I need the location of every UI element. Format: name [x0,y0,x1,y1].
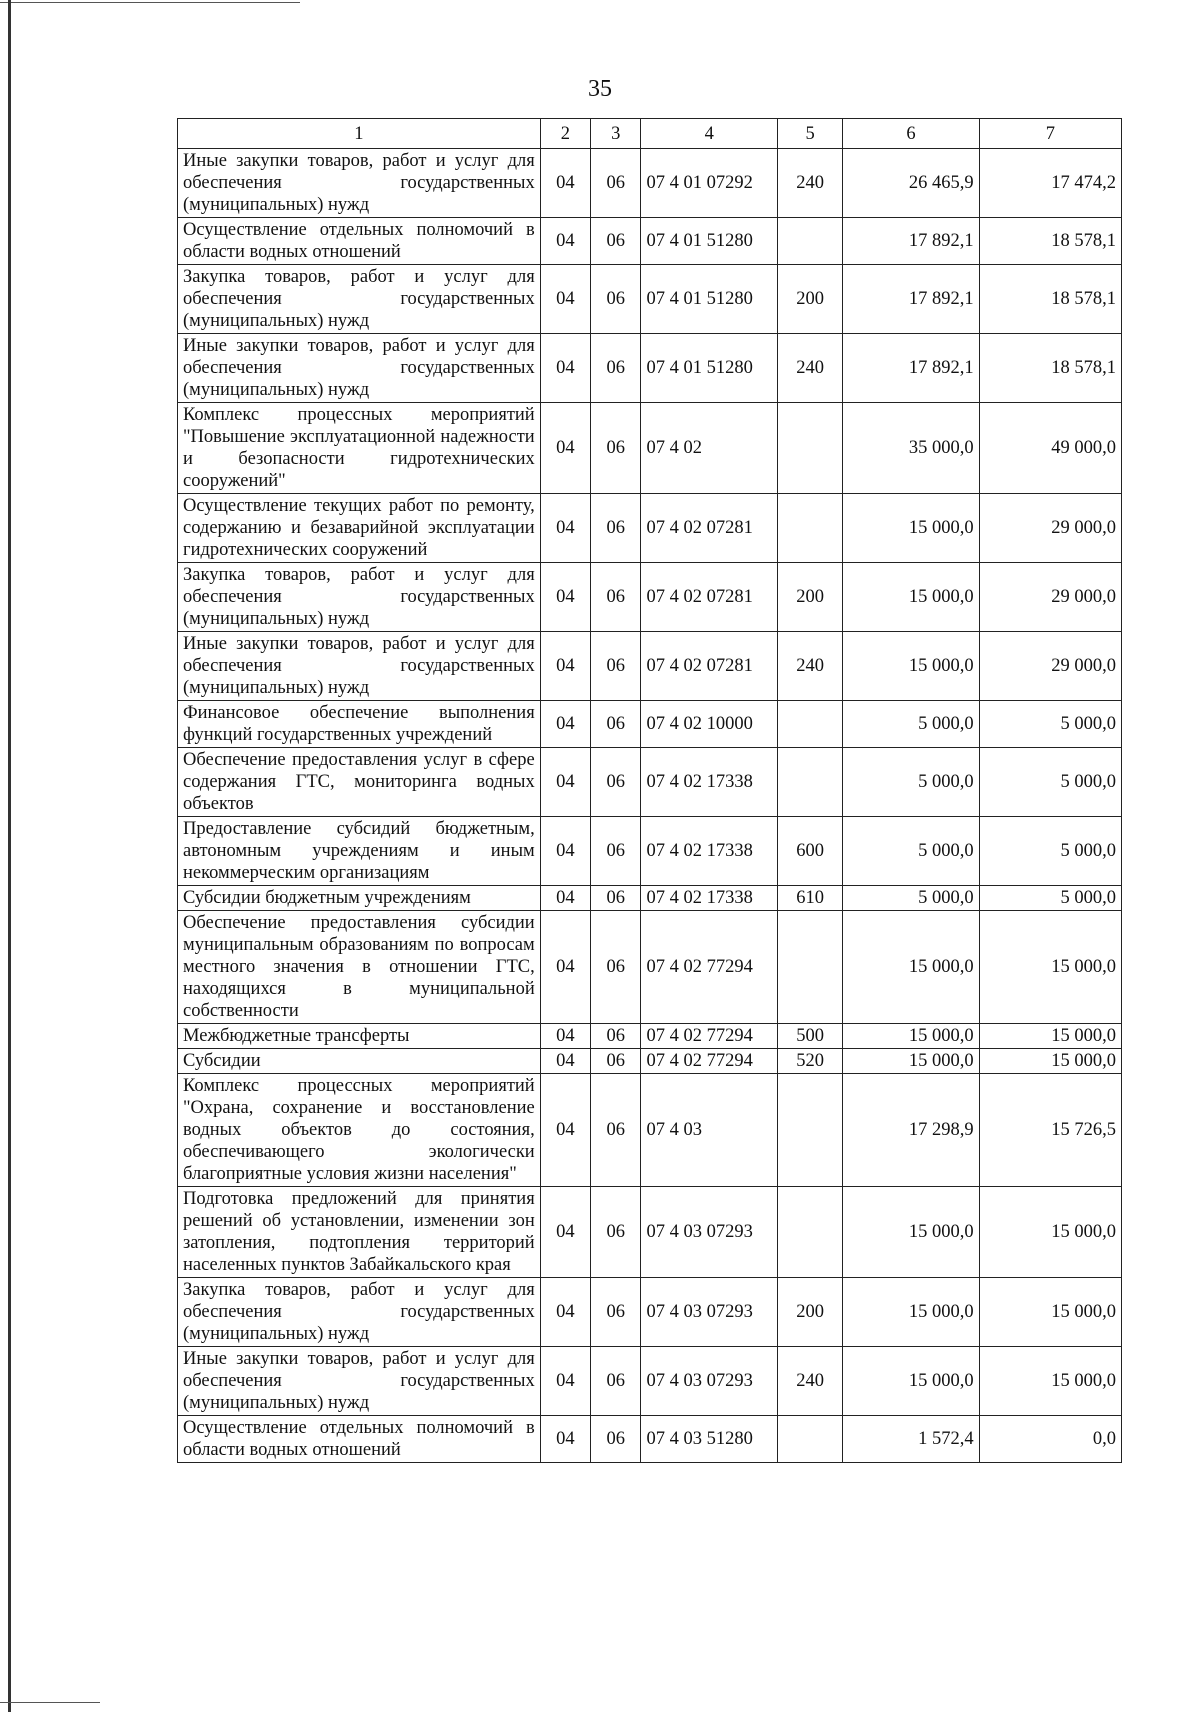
row-amount-year2-cell: 15 000,0 [979,1278,1121,1347]
row-section-cell: 04 [540,1049,590,1074]
row-amount-year2-cell: 5 000,0 [979,701,1121,748]
row-section-cell: 04 [540,701,590,748]
scan-edge-left [8,0,11,1712]
row-expense-type-cell: 240 [778,632,843,701]
row-amount-year1-cell: 15 000,0 [843,911,979,1024]
row-name-cell: Иные закупки товаров, работ и услуг для обеспечения государственных (муниципальных) нужд [178,149,541,218]
row-amount-year1-cell: 15 000,0 [843,1187,979,1278]
row-section-cell: 04 [540,334,590,403]
row-name-cell: Иные закупки товаров, работ и услуг для обеспечения государственных (муниципальных) нужд [178,334,541,403]
row-target-code-cell: 07 4 03 51280 [641,1416,778,1463]
row-amount-year1-cell: 5 000,0 [843,886,979,911]
row-section-cell: 04 [540,218,590,265]
row-amount-year2-cell: 5 000,0 [979,817,1121,886]
row-target-code-cell: 07 4 01 51280 [641,218,778,265]
row-subsection-cell: 06 [591,1024,641,1049]
table-row [178,1024,1122,1049]
row-amount-year1-cell: 17 892,1 [843,265,979,334]
table-header-row [178,119,1122,149]
row-name-cell: Закупка товаров, работ и услуг для обеспечения государственных (муниципальных) нужд [178,563,541,632]
row-subsection-cell: 06 [591,911,641,1024]
table-row [178,149,1122,218]
row-name-cell: Субсидии [178,1049,541,1074]
row-amount-year2-cell: 29 000,0 [979,632,1121,701]
header-col-7: 7 [979,119,1121,149]
row-name-cell: Закупка товаров, работ и услуг для обеспечения государственных (муниципальных) нужд [178,1278,541,1347]
table-row [178,494,1122,563]
table-row [178,218,1122,265]
row-expense-type-cell [778,911,843,1024]
row-amount-year2-cell: 0,0 [979,1416,1121,1463]
row-amount-year1-cell: 35 000,0 [843,403,979,494]
table-row [178,886,1122,911]
row-name-cell: Предоставление субсидий бюджетным, автономным учреждениям и иным некоммерческим организациям [178,817,541,886]
row-target-code-cell: 07 4 03 07293 [641,1187,778,1278]
table-row [178,334,1122,403]
row-name-cell: Иные закупки товаров, работ и услуг для обеспечения государственных (муниципальных) нужд [178,1347,541,1416]
row-amount-year1-cell: 17 892,1 [843,334,979,403]
row-subsection-cell: 06 [591,1049,641,1074]
row-amount-year1-cell: 15 000,0 [843,632,979,701]
row-amount-year2-cell: 15 726,5 [979,1074,1121,1187]
row-expense-type-cell [778,403,843,494]
row-amount-year2-cell: 15 000,0 [979,1049,1121,1074]
row-target-code-cell: 07 4 02 [641,403,778,494]
row-expense-type-cell [778,1074,843,1187]
row-expense-type-cell: 200 [778,563,843,632]
row-amount-year2-cell: 17 474,2 [979,149,1121,218]
row-amount-year1-cell: 26 465,9 [843,149,979,218]
row-amount-year2-cell: 15 000,0 [979,1024,1121,1049]
row-section-cell: 04 [540,1416,590,1463]
row-target-code-cell: 07 4 02 17338 [641,817,778,886]
header-col-6: 6 [843,119,979,149]
table-row [178,748,1122,817]
row-amount-year1-cell: 5 000,0 [843,817,979,886]
table-row [178,1187,1122,1278]
row-name-cell: Комплекс процессных мероприятий "Охрана, сохранение и восстановление водных объектов до состояния, обеспечивающего экологически благоприятные условия жизни населения" [178,1074,541,1187]
row-amount-year2-cell: 49 000,0 [979,403,1121,494]
row-name-cell: Комплекс процессных мероприятий "Повышение эксплуатационной надежности и безопасности гидротехнических сооружений" [178,403,541,494]
row-name-cell: Межбюджетные трансферты [178,1024,541,1049]
header-col-5: 5 [778,119,843,149]
row-subsection-cell: 06 [591,1416,641,1463]
row-subsection-cell: 06 [591,701,641,748]
table-row [178,563,1122,632]
row-expense-type-cell: 240 [778,334,843,403]
row-name-cell: Иные закупки товаров, работ и услуг для обеспечения государственных (муниципальных) нужд [178,632,541,701]
row-target-code-cell: 07 4 02 07281 [641,632,778,701]
row-expense-type-cell: 200 [778,265,843,334]
row-amount-year2-cell: 18 578,1 [979,218,1121,265]
row-subsection-cell: 06 [591,632,641,701]
row-section-cell: 04 [540,748,590,817]
row-expense-type-cell [778,494,843,563]
row-amount-year1-cell: 15 000,0 [843,494,979,563]
row-name-cell: Осуществление отдельных полномочий в области водных отношений [178,218,541,265]
row-target-code-cell: 07 4 02 07281 [641,494,778,563]
row-amount-year2-cell: 18 578,1 [979,334,1121,403]
row-section-cell: 04 [540,632,590,701]
row-subsection-cell: 06 [591,748,641,817]
scan-edge-top [0,2,300,3]
row-subsection-cell: 06 [591,494,641,563]
table-row [178,403,1122,494]
row-section-cell: 04 [540,1024,590,1049]
row-target-code-cell: 07 4 02 77294 [641,1024,778,1049]
row-name-cell: Финансовое обеспечение выполнения функций государственных учреждений [178,701,541,748]
row-expense-type-cell [778,748,843,817]
row-target-code-cell: 07 4 01 07292 [641,149,778,218]
row-amount-year1-cell: 15 000,0 [843,1278,979,1347]
row-expense-type-cell [778,218,843,265]
row-section-cell: 04 [540,817,590,886]
row-amount-year1-cell: 15 000,0 [843,1049,979,1074]
row-target-code-cell: 07 4 02 07281 [641,563,778,632]
row-expense-type-cell: 600 [778,817,843,886]
row-target-code-cell: 07 4 02 17338 [641,886,778,911]
header-col-2: 2 [540,119,590,149]
row-subsection-cell: 06 [591,563,641,632]
row-name-cell: Закупка товаров, работ и услуг для обеспечения государственных (муниципальных) нужд [178,265,541,334]
row-subsection-cell: 06 [591,1187,641,1278]
row-amount-year1-cell: 5 000,0 [843,748,979,817]
row-subsection-cell: 06 [591,1278,641,1347]
table-row [178,1347,1122,1416]
budget-table [177,118,1122,1463]
row-amount-year2-cell: 18 578,1 [979,265,1121,334]
row-section-cell: 04 [540,149,590,218]
row-name-cell: Осуществление текущих работ по ремонту, содержанию и безаварийной эксплуатации гидротехнических сооружений [178,494,541,563]
row-section-cell: 04 [540,403,590,494]
table-row [178,632,1122,701]
row-name-cell: Обеспечение предоставления услуг в сфере содержания ГТС, мониторинга водных объектов [178,748,541,817]
row-target-code-cell: 07 4 01 51280 [641,334,778,403]
row-amount-year1-cell: 17 892,1 [843,218,979,265]
row-subsection-cell: 06 [591,1074,641,1187]
row-target-code-cell: 07 4 01 51280 [641,265,778,334]
page-number: 35 [588,76,612,102]
row-amount-year2-cell: 5 000,0 [979,748,1121,817]
row-expense-type-cell: 240 [778,1347,843,1416]
table-row [178,817,1122,886]
row-name-cell: Обеспечение предоставления субсидии муниципальным образованиям по вопросам местного значения в отношении ГТС, находящихся в муниципальной собственности [178,911,541,1024]
row-subsection-cell: 06 [591,218,641,265]
row-amount-year1-cell: 15 000,0 [843,1024,979,1049]
row-name-cell: Осуществление отдельных полномочий в области водных отношений [178,1416,541,1463]
row-target-code-cell: 07 4 02 10000 [641,701,778,748]
row-section-cell: 04 [540,1347,590,1416]
row-section-cell: 04 [540,494,590,563]
row-amount-year2-cell: 5 000,0 [979,886,1121,911]
row-amount-year1-cell: 15 000,0 [843,1347,979,1416]
row-expense-type-cell: 240 [778,149,843,218]
table-row [178,911,1122,1024]
row-subsection-cell: 06 [591,1347,641,1416]
row-section-cell: 04 [540,886,590,911]
row-target-code-cell: 07 4 03 [641,1074,778,1187]
header-col-4: 4 [641,119,778,149]
row-section-cell: 04 [540,1187,590,1278]
row-amount-year2-cell: 15 000,0 [979,1187,1121,1278]
row-name-cell: Подготовка предложений для принятия решений об установлении, изменении зон затопления, подтопления территорий населенных пунктов Забайкальского края [178,1187,541,1278]
row-section-cell: 04 [540,265,590,334]
row-amount-year2-cell: 29 000,0 [979,494,1121,563]
row-target-code-cell: 07 4 02 17338 [641,748,778,817]
header-col-3: 3 [591,119,641,149]
row-amount-year1-cell: 15 000,0 [843,563,979,632]
row-target-code-cell: 07 4 03 07293 [641,1278,778,1347]
row-section-cell: 04 [540,1278,590,1347]
row-section-cell: 04 [540,563,590,632]
row-target-code-cell: 07 4 02 77294 [641,1049,778,1074]
row-amount-year1-cell: 5 000,0 [843,701,979,748]
table-row [178,701,1122,748]
row-amount-year1-cell: 17 298,9 [843,1074,979,1187]
row-section-cell: 04 [540,1074,590,1187]
row-name-cell: Субсидии бюджетным учреждениям [178,886,541,911]
row-amount-year1-cell: 1 572,4 [843,1416,979,1463]
row-subsection-cell: 06 [591,817,641,886]
row-subsection-cell: 06 [591,403,641,494]
row-subsection-cell: 06 [591,265,641,334]
row-expense-type-cell [778,1187,843,1278]
row-target-code-cell: 07 4 02 77294 [641,911,778,1024]
header-col-1: 1 [178,119,541,149]
row-amount-year2-cell: 15 000,0 [979,911,1121,1024]
row-amount-year2-cell: 29 000,0 [979,563,1121,632]
row-section-cell: 04 [540,911,590,1024]
row-amount-year2-cell: 15 000,0 [979,1347,1121,1416]
row-subsection-cell: 06 [591,334,641,403]
row-expense-type-cell: 520 [778,1049,843,1074]
table-row [178,1074,1122,1187]
row-expense-type-cell [778,701,843,748]
row-subsection-cell: 06 [591,149,641,218]
table-row [178,1049,1122,1074]
row-expense-type-cell: 610 [778,886,843,911]
row-expense-type-cell: 500 [778,1024,843,1049]
table-row [178,265,1122,334]
table-row [178,1416,1122,1463]
row-target-code-cell: 07 4 03 07293 [641,1347,778,1416]
row-expense-type-cell [778,1416,843,1463]
scan-edge-bottom [0,1702,100,1703]
row-subsection-cell: 06 [591,886,641,911]
row-expense-type-cell: 200 [778,1278,843,1347]
table-row [178,1278,1122,1347]
